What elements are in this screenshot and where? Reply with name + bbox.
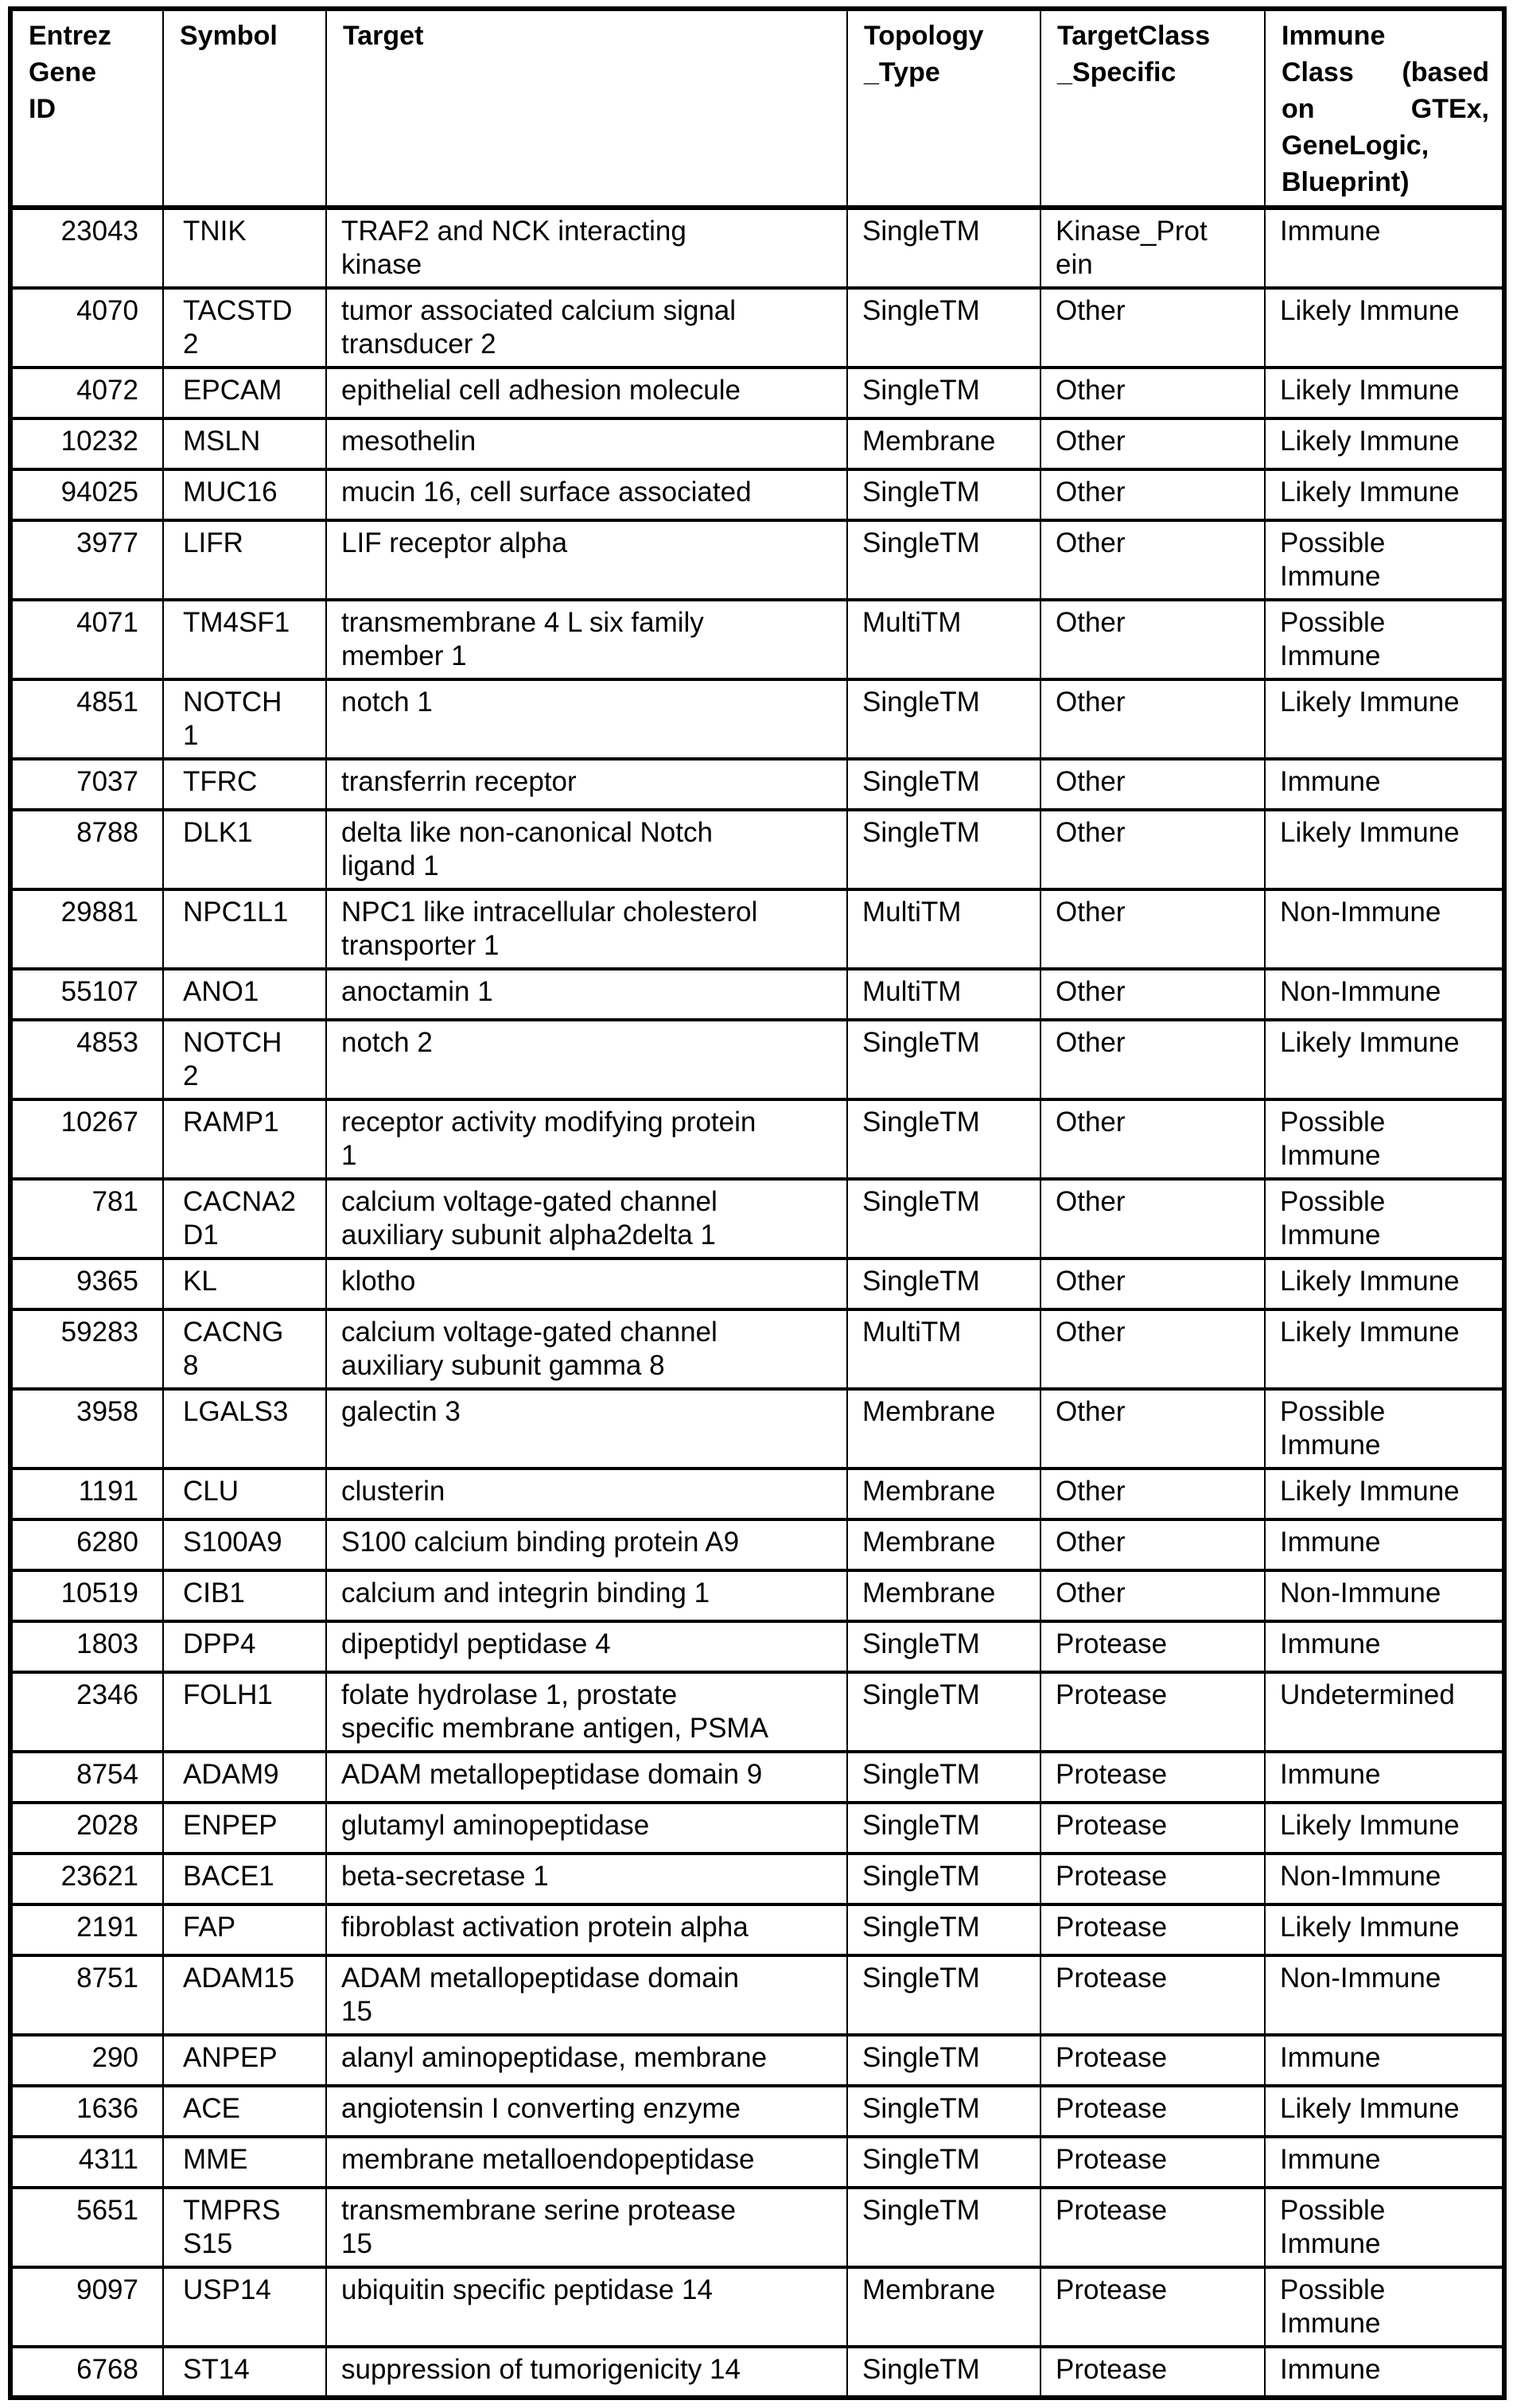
cell-topology: Membrane — [847, 418, 1040, 469]
cell-symbol: ACE — [163, 2086, 326, 2137]
cell-immune: Likely Immune — [1265, 469, 1504, 520]
cell-symbol: FOLH1 — [163, 1672, 326, 1752]
table-row — [10, 469, 1504, 520]
cell-symbol: CIB1 — [163, 1570, 326, 1621]
cell-target_class: Protease — [1040, 1621, 1265, 1672]
cell-target: alanyl aminopeptidase, membrane — [326, 2035, 847, 2086]
cell-symbol: S100A9 — [163, 1519, 326, 1570]
cell-target: ADAM metallopeptidase domain 9 — [326, 1752, 847, 1803]
cell-immune: Likely Immune — [1265, 1803, 1504, 1854]
header-line: TargetClass — [1057, 21, 1211, 51]
cell-target: anoctamin 1 — [326, 969, 847, 1020]
cell-symbol: LIFR — [163, 520, 326, 600]
cell-topology: MultiTM — [847, 1309, 1040, 1389]
cell-topology: SingleTM — [847, 1258, 1040, 1309]
cell-immune: Possible Immune — [1265, 1099, 1504, 1179]
cell-topology: SingleTM — [847, 2188, 1040, 2267]
cell-target_class: Protease — [1040, 1803, 1265, 1854]
table-row — [10, 418, 1504, 469]
cell-immune: Undetermined — [1265, 1672, 1504, 1752]
table-row — [10, 810, 1504, 889]
table-row — [10, 1099, 1504, 1179]
cell-target: transmembrane 4 L six family member 1 — [326, 600, 847, 679]
cell-entrez: 10232 — [10, 418, 163, 469]
cell-target: glutamyl aminopeptidase — [326, 1803, 847, 1854]
cell-topology: SingleTM — [847, 1099, 1040, 1179]
cell-entrez: 4072 — [10, 368, 163, 418]
cell-target_class: Other — [1040, 418, 1265, 469]
cell-target: S100 calcium binding protein A9 — [326, 1519, 847, 1570]
cell-target_class: Other — [1040, 368, 1265, 418]
cell-topology: SingleTM — [847, 1955, 1040, 2035]
cell-topology: SingleTM — [847, 1904, 1040, 1955]
cell-entrez: 7037 — [10, 759, 163, 810]
cell-immune: Likely Immune — [1265, 368, 1504, 418]
cell-entrez: 1636 — [10, 2086, 163, 2137]
header-line: Class (based — [1282, 57, 1489, 88]
table-row — [10, 1258, 1504, 1309]
cell-topology: SingleTM — [847, 1752, 1040, 1803]
cell-topology: SingleTM — [847, 1854, 1040, 1904]
cell-immune: Likely Immune — [1265, 2086, 1504, 2137]
table-row — [10, 600, 1504, 679]
cell-immune: Immune — [1265, 2035, 1504, 2086]
cell-symbol: CACNG 8 — [163, 1309, 326, 1389]
table-row — [10, 2086, 1504, 2137]
table-row — [10, 1955, 1504, 2035]
cell-target: suppression of tumorigenicity 14 — [326, 2347, 847, 2398]
cell-symbol: ANO1 — [163, 969, 326, 1020]
cell-target: TRAF2 and NCK interacting kinase — [326, 208, 847, 288]
cell-target: LIF receptor alpha — [326, 520, 847, 600]
cell-entrez: 10519 — [10, 1570, 163, 1621]
cell-target_class: Protease — [1040, 1752, 1265, 1803]
cell-symbol: LGALS3 — [163, 1389, 326, 1469]
cell-topology: MultiTM — [847, 969, 1040, 1020]
cell-entrez: 9097 — [10, 2267, 163, 2347]
cell-immune: Non-Immune — [1265, 1854, 1504, 1904]
cell-symbol: TFRC — [163, 759, 326, 810]
cell-entrez: 2346 — [10, 1672, 163, 1752]
cell-target_class: Other — [1040, 288, 1265, 368]
cell-immune: Immune — [1265, 1621, 1504, 1672]
cell-target: angiotensin I converting enzyme — [326, 2086, 847, 2137]
table-header — [10, 9, 1504, 208]
cell-entrez: 55107 — [10, 969, 163, 1020]
cell-entrez: 4070 — [10, 288, 163, 368]
cell-target: ADAM metallopeptidase domain 15 — [326, 1955, 847, 2035]
cell-topology: SingleTM — [847, 2035, 1040, 2086]
cell-target_class: Other — [1040, 1020, 1265, 1099]
table-row — [10, 1020, 1504, 1099]
table-row — [10, 2188, 1504, 2267]
gene-target-table — [8, 6, 1507, 2400]
table-row — [10, 2347, 1504, 2398]
table-row — [10, 208, 1504, 288]
table-row — [10, 1621, 1504, 1672]
cell-target_class: Protease — [1040, 1672, 1265, 1752]
header-line: GeneLogic, — [1282, 130, 1429, 161]
cell-immune: Non-Immune — [1265, 1955, 1504, 2035]
cell-target: clusterin — [326, 1469, 847, 1519]
cell-target: beta-secretase 1 — [326, 1854, 847, 1904]
cell-target: calcium voltage-gated channel auxiliary subunit gamma 8 — [326, 1309, 847, 1389]
cell-target_class: Other — [1040, 810, 1265, 889]
cell-symbol: USP14 — [163, 2267, 326, 2347]
cell-target: membrane metalloendopeptidase — [326, 2137, 847, 2188]
table-row — [10, 2267, 1504, 2347]
cell-symbol: TMPRS S15 — [163, 2188, 326, 2267]
cell-entrez: 5651 — [10, 2188, 163, 2267]
table-row — [10, 1389, 1504, 1469]
cell-symbol: MSLN — [163, 418, 326, 469]
cell-topology: SingleTM — [847, 2086, 1040, 2137]
cell-topology: MultiTM — [847, 889, 1040, 969]
cell-topology: SingleTM — [847, 368, 1040, 418]
table-row — [10, 2137, 1504, 2188]
cell-immune: Possible Immune — [1265, 2267, 1504, 2347]
cell-target: dipeptidyl peptidase 4 — [326, 1621, 847, 1672]
cell-entrez: 10267 — [10, 1099, 163, 1179]
table-body — [10, 208, 1504, 2398]
cell-entrez: 59283 — [10, 1309, 163, 1389]
cell-entrez: 8751 — [10, 1955, 163, 2035]
cell-target_class: Other — [1040, 1570, 1265, 1621]
cell-topology: SingleTM — [847, 1672, 1040, 1752]
cell-entrez: 4851 — [10, 679, 163, 759]
cell-entrez: 9365 — [10, 1258, 163, 1309]
cell-target: folate hydrolase 1, prostate specific membrane antigen, PSMA — [326, 1672, 847, 1752]
cell-target_class: Protease — [1040, 1904, 1265, 1955]
cell-entrez: 29881 — [10, 889, 163, 969]
cell-topology: SingleTM — [847, 1020, 1040, 1099]
cell-entrez: 2191 — [10, 1904, 163, 1955]
table-row — [10, 520, 1504, 600]
cell-symbol: EPCAM — [163, 368, 326, 418]
cell-entrez: 1803 — [10, 1621, 163, 1672]
table-row — [10, 1309, 1504, 1389]
cell-topology: SingleTM — [847, 2347, 1040, 2398]
cell-target: mucin 16, cell surface associated — [326, 469, 847, 520]
cell-symbol: RAMP1 — [163, 1099, 326, 1179]
cell-symbol: CACNA2 D1 — [163, 1179, 326, 1258]
table-row — [10, 1179, 1504, 1258]
table-row — [10, 1672, 1504, 1752]
header-line: Target — [343, 21, 424, 51]
header-row — [10, 9, 1504, 208]
cell-immune: Non-Immune — [1265, 889, 1504, 969]
header-cell-target — [326, 9, 847, 208]
header-cell-target_class — [1040, 9, 1265, 208]
cell-entrez: 4311 — [10, 2137, 163, 2188]
cell-topology: SingleTM — [847, 810, 1040, 889]
cell-entrez: 94025 — [10, 469, 163, 520]
cell-symbol: NOTCH 1 — [163, 679, 326, 759]
cell-symbol: ENPEP — [163, 1803, 326, 1854]
cell-topology: Membrane — [847, 1389, 1040, 1469]
cell-target_class: Protease — [1040, 2267, 1265, 2347]
cell-entrez: 23043 — [10, 208, 163, 288]
cell-entrez: 1191 — [10, 1469, 163, 1519]
cell-symbol: BACE1 — [163, 1854, 326, 1904]
cell-target_class: Other — [1040, 600, 1265, 679]
cell-topology: Membrane — [847, 2267, 1040, 2347]
cell-entrez: 2028 — [10, 1803, 163, 1854]
header-line: on GTEx, — [1282, 94, 1489, 124]
cell-target: calcium and integrin binding 1 — [326, 1570, 847, 1621]
cell-symbol: KL — [163, 1258, 326, 1309]
cell-immune: Immune — [1265, 208, 1504, 288]
cell-target_class: Other — [1040, 679, 1265, 759]
cell-symbol: FAP — [163, 1904, 326, 1955]
cell-topology: Membrane — [847, 1469, 1040, 1519]
header-line: ID — [29, 94, 56, 124]
cell-entrez: 3958 — [10, 1389, 163, 1469]
cell-immune: Non-Immune — [1265, 969, 1504, 1020]
table-row — [10, 288, 1504, 368]
cell-immune: Immune — [1265, 1752, 1504, 1803]
cell-topology: SingleTM — [847, 1803, 1040, 1854]
table-row — [10, 1519, 1504, 1570]
cell-entrez: 3977 — [10, 520, 163, 600]
table-row — [10, 1803, 1504, 1854]
cell-target_class: Other — [1040, 520, 1265, 600]
cell-immune: Likely Immune — [1265, 1904, 1504, 1955]
cell-target: NPC1 like intracellular cholesterol transporter 1 — [326, 889, 847, 969]
cell-immune: Non-Immune — [1265, 1570, 1504, 1621]
cell-target_class: Other — [1040, 1309, 1265, 1389]
cell-immune: Likely Immune — [1265, 1469, 1504, 1519]
cell-symbol: ADAM15 — [163, 1955, 326, 2035]
cell-target: ubiquitin specific peptidase 14 — [326, 2267, 847, 2347]
cell-symbol: ST14 — [163, 2347, 326, 2398]
header-line: _Specific — [1057, 57, 1177, 88]
cell-target_class: Other — [1040, 1099, 1265, 1179]
cell-target: receptor activity modifying protein 1 — [326, 1099, 847, 1179]
cell-immune: Possible Immune — [1265, 520, 1504, 600]
cell-target_class: Other — [1040, 1389, 1265, 1469]
table-row — [10, 1752, 1504, 1803]
cell-target: epithelial cell adhesion molecule — [326, 368, 847, 418]
header-line: Topology — [864, 21, 984, 51]
cell-entrez: 290 — [10, 2035, 163, 2086]
cell-topology: SingleTM — [847, 1179, 1040, 1258]
cell-symbol: TM4SF1 — [163, 600, 326, 679]
cell-immune: Likely Immune — [1265, 810, 1504, 889]
cell-symbol: TNIK — [163, 208, 326, 288]
cell-topology: SingleTM — [847, 679, 1040, 759]
cell-immune: Possible Immune — [1265, 1179, 1504, 1258]
cell-target: klotho — [326, 1258, 847, 1309]
cell-immune: Immune — [1265, 2137, 1504, 2188]
cell-entrez: 6280 — [10, 1519, 163, 1570]
cell-target: galectin 3 — [326, 1389, 847, 1469]
cell-target: notch 2 — [326, 1020, 847, 1099]
cell-topology: Membrane — [847, 1570, 1040, 1621]
cell-topology: SingleTM — [847, 288, 1040, 368]
cell-immune: Likely Immune — [1265, 1309, 1504, 1389]
cell-target_class: Protease — [1040, 1854, 1265, 1904]
table-row — [10, 759, 1504, 810]
cell-topology: SingleTM — [847, 469, 1040, 520]
header-line: Immune — [1282, 21, 1386, 51]
cell-topology: SingleTM — [847, 520, 1040, 600]
cell-symbol: DLK1 — [163, 810, 326, 889]
cell-target: transferrin receptor — [326, 759, 847, 810]
header-line: Gene — [29, 57, 97, 88]
cell-immune: Possible Immune — [1265, 600, 1504, 679]
header-cell-topology — [847, 9, 1040, 208]
table-row — [10, 679, 1504, 759]
cell-immune: Likely Immune — [1265, 1258, 1504, 1309]
header-cell-symbol — [163, 9, 326, 208]
table-row — [10, 1469, 1504, 1519]
cell-symbol: NOTCH 2 — [163, 1020, 326, 1099]
cell-target_class: Other — [1040, 759, 1265, 810]
cell-entrez: 6768 — [10, 2347, 163, 2398]
cell-target: delta like non-canonical Notch ligand 1 — [326, 810, 847, 889]
header-line: Entrez — [29, 21, 111, 51]
table-row — [10, 368, 1504, 418]
cell-symbol: MUC16 — [163, 469, 326, 520]
cell-target_class: Other — [1040, 969, 1265, 1020]
cell-immune: Likely Immune — [1265, 679, 1504, 759]
cell-target: tumor associated calcium signal transducer 2 — [326, 288, 847, 368]
table-row — [10, 2035, 1504, 2086]
cell-symbol: ADAM9 — [163, 1752, 326, 1803]
cell-target_class: Other — [1040, 889, 1265, 969]
cell-immune: Likely Immune — [1265, 418, 1504, 469]
cell-entrez: 8754 — [10, 1752, 163, 1803]
cell-target_class: Other — [1040, 469, 1265, 520]
cell-target_class: Other — [1040, 1519, 1265, 1570]
cell-immune: Likely Immune — [1265, 1020, 1504, 1099]
cell-immune: Possible Immune — [1265, 2188, 1504, 2267]
cell-entrez: 4071 — [10, 600, 163, 679]
cell-immune: Immune — [1265, 2347, 1504, 2398]
header-line: Symbol — [180, 21, 278, 51]
cell-entrez: 8788 — [10, 810, 163, 889]
cell-symbol: ANPEP — [163, 2035, 326, 2086]
cell-immune: Likely Immune — [1265, 288, 1504, 368]
cell-target_class: Protease — [1040, 2188, 1265, 2267]
cell-target_class: Other — [1040, 1469, 1265, 1519]
cell-target_class: Protease — [1040, 1955, 1265, 2035]
table-row — [10, 1854, 1504, 1904]
cell-immune: Immune — [1265, 759, 1504, 810]
cell-topology: SingleTM — [847, 208, 1040, 288]
cell-symbol: DPP4 — [163, 1621, 326, 1672]
table-row — [10, 969, 1504, 1020]
cell-entrez: 4853 — [10, 1020, 163, 1099]
header-line: _Type — [864, 57, 940, 88]
cell-target: fibroblast activation protein alpha — [326, 1904, 847, 1955]
cell-target_class: Protease — [1040, 2137, 1265, 2188]
cell-symbol: MME — [163, 2137, 326, 2188]
cell-target_class: Other — [1040, 1258, 1265, 1309]
table-row — [10, 1904, 1504, 1955]
cell-target: calcium voltage-gated channel auxiliary subunit alpha2delta 1 — [326, 1179, 847, 1258]
table-row — [10, 1570, 1504, 1621]
cell-topology: MultiTM — [847, 600, 1040, 679]
cell-target_class: Protease — [1040, 2035, 1265, 2086]
cell-immune: Immune — [1265, 1519, 1504, 1570]
header-cell-immune — [1265, 9, 1504, 208]
cell-target: notch 1 — [326, 679, 847, 759]
cell-symbol: NPC1L1 — [163, 889, 326, 969]
header-cell-entrez — [10, 9, 163, 208]
cell-topology: SingleTM — [847, 2137, 1040, 2188]
cell-target_class: Kinase_Prot ein — [1040, 208, 1265, 288]
cell-entrez: 23621 — [10, 1854, 163, 1904]
cell-topology: SingleTM — [847, 759, 1040, 810]
cell-topology: Membrane — [847, 1519, 1040, 1570]
cell-entrez: 781 — [10, 1179, 163, 1258]
cell-target_class: Other — [1040, 1179, 1265, 1258]
cell-target: mesothelin — [326, 418, 847, 469]
cell-target: transmembrane serine protease 15 — [326, 2188, 847, 2267]
cell-target_class: Protease — [1040, 2347, 1265, 2398]
cell-symbol: TACSTD 2 — [163, 288, 326, 368]
header-line: Blueprint) — [1282, 167, 1410, 197]
cell-immune: Possible Immune — [1265, 1389, 1504, 1469]
cell-target_class: Protease — [1040, 2086, 1265, 2137]
cell-topology: SingleTM — [847, 1621, 1040, 1672]
cell-symbol: CLU — [163, 1469, 326, 1519]
table-row — [10, 889, 1504, 969]
